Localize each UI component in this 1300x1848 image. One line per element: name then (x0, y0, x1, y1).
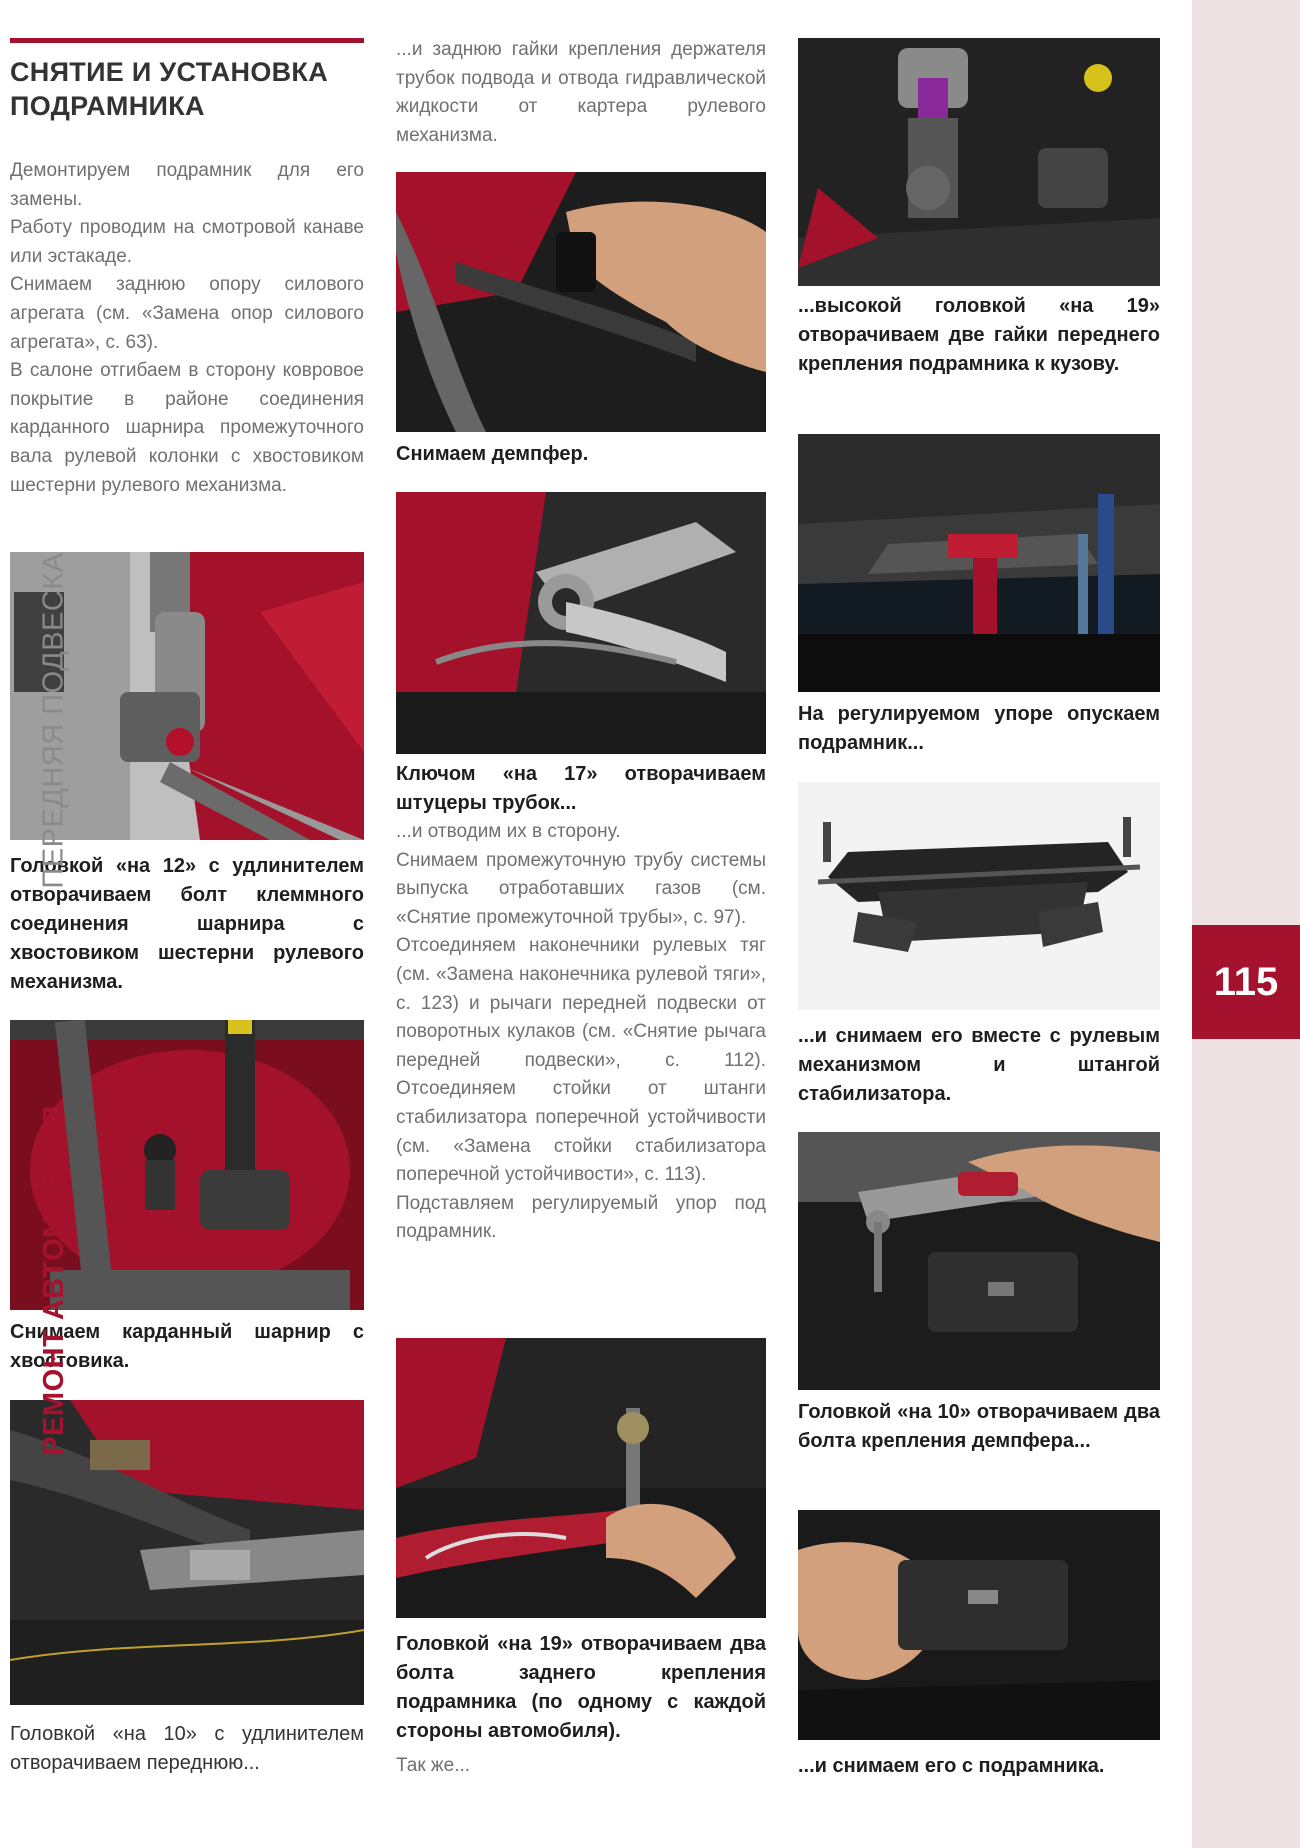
col2-body-paragraph-2: Снимаем промежуточную трубу системы выпуска отработавших газов (см. «Снятие промежуточной трубы», с. 97). (396, 849, 766, 928)
caption-steering-joint-bolt: Головкой «на 12» с удлинителем отворачиваем болт клеммного соединения шарнира с хвостовиком шестерни рулевого механизма. (10, 855, 364, 993)
intro-paragraph-2: Работу проводим на смотровой канаве или эстакаде. (10, 217, 364, 267)
col2-body-paragraph-1: ...и отводим их в сторону. (396, 821, 621, 842)
photo-rear-bolts (396, 1338, 766, 1618)
photo-damper-removal (396, 172, 766, 432)
column-left (10, 38, 364, 500)
intro-paragraph-4: В салоне отгибаем в сторону ковровое покрытие в районе соединения карданного шарнира промежуточного вала рулевой колонки с хвостовиком шестерни рулевого механизма. (10, 360, 364, 496)
section-title (10, 55, 364, 123)
caption-damper-bolts: Головкой «на 10» отворачиваем два болта крепления демпфера... (798, 1401, 1160, 1452)
sidebar (1192, 0, 1300, 1848)
intro-paragraph-1: Демонтируем подрамник для его замены. (10, 160, 364, 210)
caption-damper-removal: Снимаем демпфер. (396, 443, 589, 465)
section-title-line2: ПОДРАМНИКА (10, 91, 205, 121)
photo-wrench-fittings (396, 492, 766, 754)
sidebar-chapter-text: РЕМОНТ АВТОМОБИЛЯ (37, 1104, 70, 1456)
caption-front-nut-extension: Головкой «на 10» с удлинителем отворачиваем переднюю... (10, 1723, 364, 1774)
sidebar-section-text: ПЕРЕДНЯЯ ПОДВЕСКА (37, 551, 70, 889)
sidebar-section-label (0, 520, 108, 920)
caption-cardan-joint: Снимаем карданный шарнир с хвостовика. (10, 1321, 364, 1372)
caption-rear-bolts: Головкой «на 19» отворачиваем два болта заднего крепления подрамника (по одному с каждой стороны автомобиля). (396, 1633, 766, 1742)
title-rule (10, 38, 364, 43)
col2-body (396, 818, 766, 1247)
photo-damper-bolts (798, 1132, 1160, 1390)
caption-front-nuts: ...высокой головкой «на 19» отворачиваем две гайки переднего крепления подрамника к кузову. (798, 295, 1160, 375)
caption-wrench-fittings: Ключом «на 17» отворачиваем штуцеры трубок... (396, 763, 766, 814)
sidebar-chapter-label (0, 1050, 108, 1510)
intro-paragraph-3: Снимаем заднюю опору силового агрегата (см. «Замена опор силового агрегата», с. 63). (10, 274, 364, 353)
photo-damper-removed (798, 1510, 1160, 1740)
caption-lowering-subframe: На регулируемом упоре опускаем подрамник... (798, 703, 1160, 754)
col2-body-paragraph-3: Отсоединяем наконечники рулевых тяг (см. «Замена наконечника рулевой тяги», с. 123) и рычаги передней подвески от поворотных кулаков (см. «Снятие рычага передней подвески», с. 112). Отсоединяем стойки от штанги стабилизатора поперечной устойчивости (см. «Замена стойки стабилизатора поперечной устойчивости», с. 113). (396, 935, 766, 1186)
col2-top-text: ...и заднюю гайки крепления держателя трубок подвода и отвода гидравлической жидкости от картера рулевого механизма. (396, 39, 766, 146)
caption-damper-removed: ...и снимаем его с подрамника. (798, 1755, 1105, 1777)
caption-subframe-removed: ...и снимаем его вместе с рулевым механизмом и штангой стабилизатора. (798, 1025, 1160, 1105)
section-title-line1: СНЯТИЕ И УСТАНОВКА (10, 57, 329, 87)
col2-body-paragraph-4: Подставляем регулируемый упор под подрамник. (396, 1192, 766, 1243)
page-number: 115 (1192, 925, 1300, 1039)
caption-rear-bolts-tail: Так же... (396, 1755, 471, 1776)
photo-subframe-removed (798, 782, 1160, 1010)
photo-front-nuts (798, 38, 1160, 286)
photo-lowering-subframe (798, 434, 1160, 692)
